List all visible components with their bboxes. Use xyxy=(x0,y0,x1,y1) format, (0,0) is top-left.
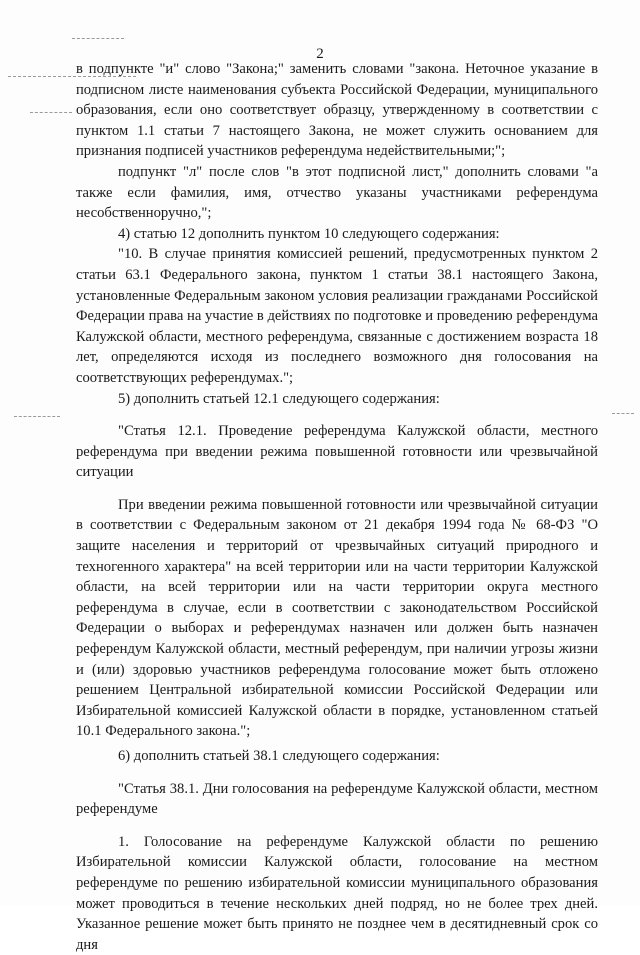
paragraph-continuation: в подпункте "и" слово "Закона;" заменить словами "закона. Неточное указание в подписном листе наименования субъекта Российской Федерации, муниципального образования, если оно соответствует образцу, утвержденному в соответствии с пунктом 1.1 статьи 7 настоящего Закона, не может служить основанием для признания подписей участников референдума недействительными;"; xyxy=(76,61,598,160)
article-38-1-heading: "Статья 38.1. Дни голосования на референдуме Калужской области, местном референдуме xyxy=(76,780,598,818)
paragraph-item-4: 4) статью 12 дополнить пунктом 10 следующего содержания: xyxy=(118,225,500,242)
paragraph-clause-10: "10. В случае принятия комиссией решений, предусмотренных пунктом 2 статьи 63.1 Федерального закона, пунктом 1 статьи 38.1 настоящего Закона, установленные Федеральным законом условия реализации гражданами Российской Федерации права на участие в действиях по подготовке и проведению референдума Калужской области, местного референдума, связанные с достижением возраста 18 лет, определяются исходя из последнего возможного дня голосования на соответствующих референдумах."; xyxy=(76,246,598,386)
page-number: 2 xyxy=(316,46,324,62)
document-body xyxy=(76,59,598,955)
paragraph-item-5: 5) дополнить статьей 12.1 следующего содержания: xyxy=(118,390,440,407)
paragraph-subitem-l: подпункт "л" после слов "в этот подписной лист," дополнить словами "а также если фамилия, имя, отчество указаны участниками референдума несобственноручно,"; xyxy=(76,163,598,222)
article-12-1-text: При введении режима повышенной готовности или чрезвычайной ситуации в соответствии с Федеральным законом от 21 декабря 1994 года № 68-ФЗ "О защите населения и территорий от чрезвычайных ситуаций природного и техногенного характера" на всей территории или на части территории Калужской области, на всей территории или на части территории округа местного референдума в случае, если в соответствии с законодательством Российской Федерации о выборах и референдумах назначен или должен быть назначен референдум Калужской области, местный референдум, при наличии угрозы жизни и (или) здоровью участников референдума голосование может быть отложено решением Центральной избирательной комиссии Российской Федерации или Избирательной комиссией Калужской области в порядке, установленном статьей 10.1 Федерального закона."; xyxy=(76,496,598,740)
scan-artifact-right xyxy=(612,413,634,415)
scan-artifact-left-3 xyxy=(14,416,60,418)
scan-artifact-left-2 xyxy=(30,112,72,114)
paragraph-item-6: 6) дополнить статьей 38.1 следующего содержания: xyxy=(118,748,440,764)
article-12-1-heading: "Статья 12.1. Проведение референдума Калужской области, местного референдума при введении режима повышенной готовности или чрезвычайной ситуации xyxy=(76,423,598,481)
scan-artifact-top xyxy=(72,38,124,40)
article-38-1-clause-1: 1. Голосование на референдуме Калужской области по решению Избирательной комиссии Калужской области, голосование на местном референдуме по решению избирательной комиссии муниципального образования может проводиться в течение нескольких дней подряд, но не более трех дней. Указанное решение может быть принято не позднее чем в десятидневный срок со дня xyxy=(76,833,598,953)
